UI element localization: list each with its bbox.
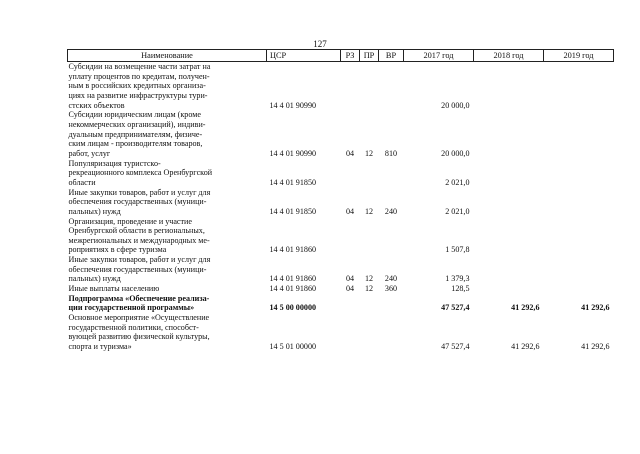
cell-2018 [474,255,544,284]
cell-rz: 04 [345,206,355,216]
table-row [68,255,614,284]
cell-2019 [544,188,614,217]
cell-pr [360,217,379,256]
header-name: Наименование [68,50,267,62]
header-2019: 2019 год [544,50,614,62]
cell-2018 [474,188,544,217]
cell-pr [360,313,379,352]
cell-csr: 14 5 01 00000 [269,342,317,352]
cell-vr: 240 [384,274,398,284]
cell-2017: 2 021,0 [445,206,470,216]
cell-vr [379,62,404,111]
header-2018: 2018 год [474,50,544,62]
table-row [68,294,614,313]
cell-pr: 12 [364,148,374,158]
table-row [68,217,614,256]
cell-pr: 12 [364,206,374,216]
cell-2017: 1 379,3 [445,274,470,284]
cell-vr: 240 [384,206,398,216]
table-header [68,50,614,62]
table-row [68,62,614,111]
cell-vr: 810 [384,148,398,158]
cell-rz [341,62,360,111]
cell-pr: 12 [364,284,374,294]
cell-name: Организация, проведение и участие Оренбургской области в региональных, межрегиональных и международных ме- роприятиях в сфере туризма [68,216,210,255]
cell-2018 [474,284,544,294]
cell-name: Иные закупки товаров, работ и услуг для обеспечения государственных (муници- пальных) нужд [68,255,211,284]
cell-vr [379,313,404,352]
cell-2018 [474,62,544,111]
cell-pr [360,159,379,188]
cell-csr: 14 4 01 90990 [269,100,317,110]
cell-csr: 14 4 01 91860 [269,274,317,284]
cell-2019 [544,62,614,111]
cell-2017: 20 000,0 [441,148,470,158]
header-pr: ПР [360,50,379,62]
cell-vr [379,294,404,313]
cell-pr: 12 [364,274,374,284]
table-body [68,62,614,352]
header-csr: ЦСР [267,50,341,62]
cell-2017: 128,5 [451,284,470,294]
cell-2018 [474,159,544,188]
header-2017: 2017 год [404,50,474,62]
cell-2018 [474,217,544,256]
cell-2017: 47 527,4 [441,342,470,352]
cell-2017: 20 000,0 [441,100,470,110]
cell-2018: 41 292,6 [511,303,540,313]
cell-2019 [544,159,614,188]
cell-name: Субсидии юридическим лицам (кроме некоммерческих организаций), индиви- дуальным предпринимателям, физиче- ским лицам - производителям товаров, работ, услуг [68,110,206,158]
cell-2019: 41 292,6 [581,303,610,313]
table-row [68,313,614,352]
cell-2019 [544,255,614,284]
cell-2019 [544,217,614,256]
header-rz: РЗ [341,50,360,62]
cell-name: Подпрограмма «Обеспечение реализа- ции государственной программы» [68,293,210,313]
header-vr: ВР [379,50,404,62]
cell-csr: 14 4 01 91850 [269,177,317,187]
cell-csr: 14 5 00 00000 [269,303,317,313]
cell-rz [341,159,360,188]
page-number: 127 [313,39,327,49]
cell-2019 [544,110,614,158]
table-row [68,110,614,158]
cell-2017: 47 527,4 [441,303,470,313]
cell-pr [360,62,379,111]
table-row [68,188,614,217]
cell-csr: 14 4 01 91860 [269,284,317,294]
cell-rz: 04 [345,284,355,294]
cell-2017: 2 021,0 [445,177,470,187]
cell-csr: 14 4 01 91860 [269,245,317,255]
cell-csr: 14 4 01 90990 [269,148,317,158]
cell-csr: 14 4 01 91850 [269,206,317,216]
cell-2019: 41 292,6 [581,342,610,352]
table-row [68,284,614,294]
cell-2018: 41 292,6 [511,342,540,352]
cell-name: Популяризация туристско- рекреационного комплекса Оренбургской области [68,158,213,187]
budget-table [67,49,614,352]
cell-rz [341,294,360,313]
cell-rz [341,217,360,256]
cell-2018 [474,110,544,158]
cell-vr: 360 [384,284,398,294]
cell-rz: 04 [345,148,355,158]
cell-rz [341,313,360,352]
cell-name: Основное мероприятие «Осуществление государственной политики, способст- вующей развитию физической культуры, спорта и туризма» [68,313,210,352]
cell-2017: 1 507,8 [445,245,470,255]
cell-2019 [544,284,614,294]
table-row [68,159,614,188]
cell-name: Иные выплаты населению [68,284,160,294]
cell-vr [379,217,404,256]
cell-rz: 04 [345,274,355,284]
cell-name: Иные закупки товаров, работ и услуг для обеспечения государственных (муници- пальных) нужд [68,187,211,216]
cell-name: Субсидии на возмещение части затрат на уплату процентов по кредитам, получен- ным в российских кредитных организа- циях на развитие инфраструктуры тури- стских объектов [68,62,211,110]
cell-vr [379,159,404,188]
cell-pr [360,294,379,313]
